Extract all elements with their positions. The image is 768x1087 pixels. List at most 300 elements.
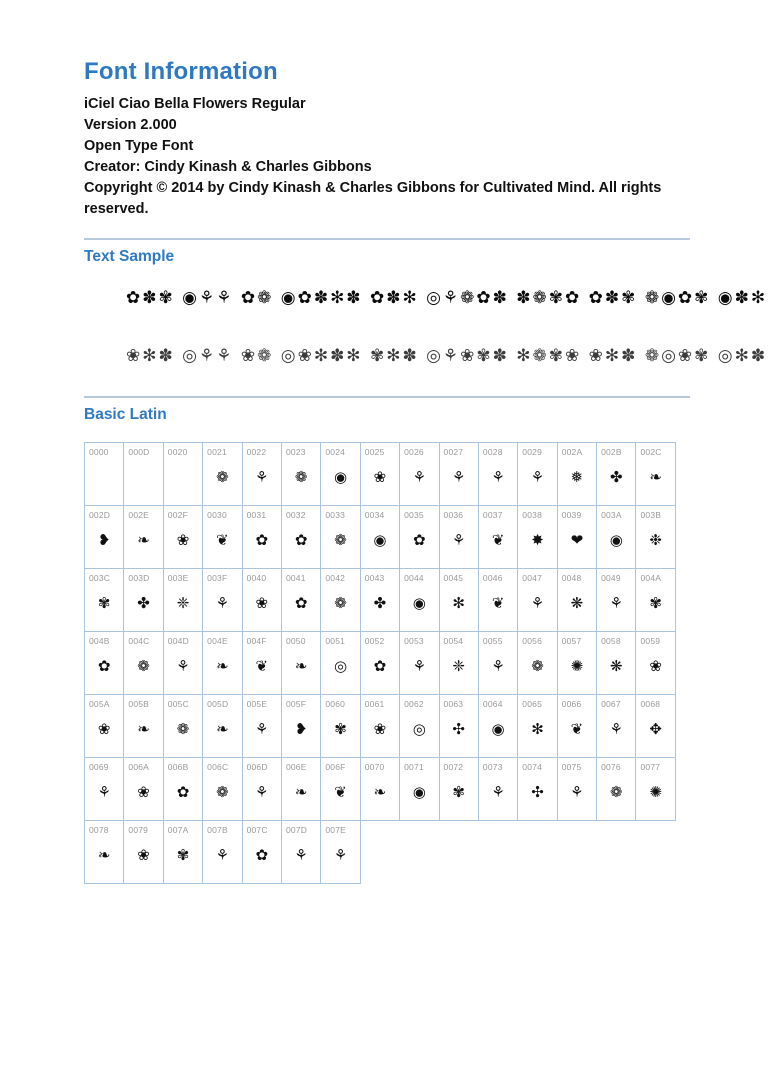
- glyph-code-label: 0064: [482, 699, 503, 709]
- glyph-code-label: 0069: [89, 762, 109, 772]
- flower-glyph: ⚘: [451, 531, 466, 549]
- glyph-code-label: 0078: [89, 825, 109, 835]
- glyph-code-label: 0077: [640, 762, 661, 772]
- flower-glyph: ◉: [373, 531, 387, 549]
- glyph-code-label: 006C: [207, 762, 229, 772]
- glyph-cell-003A: [596, 505, 636, 569]
- glyph-cell-0043: [360, 568, 400, 632]
- glyph-code-label: 0053: [404, 636, 424, 646]
- flower-glyph: ◉: [412, 594, 426, 612]
- flower-glyph: ✿: [413, 531, 426, 549]
- glyph-code-label: 0063: [443, 699, 464, 709]
- flower-glyph: ⚘: [333, 846, 348, 864]
- glyph-code-label: 0060: [325, 699, 346, 709]
- flower-glyph: ⚘: [530, 468, 545, 486]
- flower-glyph: ✾: [649, 594, 662, 612]
- glyph-code-label: 004E: [207, 636, 228, 646]
- glyph-cell-007D: [281, 820, 321, 884]
- glyph-cell-006F: [320, 757, 360, 821]
- flower-glyph: ❧: [97, 846, 111, 864]
- glyph-code-label: 0027: [443, 447, 464, 457]
- flower-glyph: ❁: [294, 468, 308, 486]
- glyph-cell-0050: [281, 631, 321, 695]
- glyph-cell-0000: [84, 442, 124, 506]
- glyph-grid-row: [84, 820, 690, 884]
- glyph-cell-0056: [517, 631, 557, 695]
- glyph-code-label: 0040: [246, 573, 267, 583]
- glyph-code-label: 0068: [640, 699, 661, 709]
- glyph-cell-002B: [596, 442, 636, 506]
- font-metadata: [84, 94, 690, 220]
- glyph-cell-0049: [596, 568, 636, 632]
- flower-glyph: ⚘: [530, 594, 545, 612]
- flower-glyph: ⚘: [412, 468, 427, 486]
- flower-glyph: ❀: [97, 720, 111, 738]
- glyph-cell-0058: [596, 631, 636, 695]
- flower-glyph: ⚘: [491, 657, 505, 675]
- glyph-cell-004B: [84, 631, 124, 695]
- glyph-code-label: 000D: [128, 447, 150, 457]
- flower-glyph: ◉: [491, 720, 505, 738]
- flower-glyph: ❧: [216, 720, 229, 738]
- flower-glyph: ⚘: [570, 783, 584, 801]
- glyph-cell-007A: [163, 820, 203, 884]
- glyph-code-label: 0062: [404, 699, 424, 709]
- glyph-code-label: 0065: [522, 699, 543, 709]
- page-title: Font Information: [84, 58, 278, 85]
- glyph-code-label: 003E: [167, 573, 189, 583]
- flower-glyph: ⚘: [609, 720, 623, 738]
- glyph-code-label: 0072: [443, 762, 464, 772]
- glyph-code-label: 0043: [364, 573, 385, 583]
- glyph-grid-row: [84, 568, 690, 632]
- glyph-cell-0037: [478, 505, 518, 569]
- glyph-code-label: 0054: [443, 636, 464, 646]
- glyph-code-label: 0020: [167, 447, 188, 457]
- flower-glyph: ✿: [97, 657, 111, 675]
- section-heading-basic-latin: Basic Latin: [84, 406, 167, 423]
- flower-glyph: ❀: [373, 468, 387, 486]
- glyph-cell-0069: [84, 757, 124, 821]
- glyph-cell-003D: [123, 568, 163, 632]
- glyph-cell-0020: [163, 442, 203, 506]
- glyph-code-label: 007C: [246, 825, 268, 835]
- flower-glyph: ❁: [609, 783, 623, 801]
- glyph-cell-0078: [84, 820, 124, 884]
- flower-glyph: ⚘: [294, 846, 308, 864]
- glyph-cell-0034: [360, 505, 400, 569]
- glyph-cell-0048: [557, 568, 597, 632]
- glyph-cell-0028: [478, 442, 518, 506]
- flower-glyph: ✻: [452, 594, 465, 612]
- flower-glyph: ❋: [570, 594, 584, 612]
- glyph-code-label: 0047: [522, 573, 543, 583]
- flower-glyph: ❁: [176, 720, 190, 738]
- glyph-cell-0053: [399, 631, 439, 695]
- glyph-code-label: 002A: [561, 447, 583, 457]
- text-sample-line-1: ✿✽✾ ◉⚘⚘ ✿❁ ◉✿✽✻✽ ✿✽✻ ◎⚘❁✿✽ ✽❁✾✿ ✿✽✾ ❁◉✿✾ ◉✽✻: [126, 288, 768, 308]
- flower-glyph: ❁: [216, 468, 229, 486]
- glyph-cell-0073: [478, 757, 518, 821]
- flower-glyph: ◎: [412, 720, 426, 738]
- glyph-cell-002E: [123, 505, 163, 569]
- glyph-cell-005E: [242, 694, 282, 758]
- glyph-code-label: 0042: [325, 573, 346, 583]
- glyph-cell-004F: [242, 631, 282, 695]
- flower-glyph: ❦: [491, 594, 505, 612]
- glyph-code-label: 006B: [167, 762, 189, 772]
- glyph-cell-0045: [439, 568, 479, 632]
- glyph-cell-0030: [202, 505, 242, 569]
- glyph-cell-003F: [202, 568, 242, 632]
- flower-glyph: ❧: [137, 531, 150, 549]
- glyph-code-label: 007B: [207, 825, 228, 835]
- flower-glyph: ❧: [137, 720, 150, 738]
- glyph-code-label: 0041: [285, 573, 306, 583]
- glyph-code-label: 0035: [404, 510, 424, 520]
- flower-glyph: ❁: [137, 657, 150, 675]
- flower-glyph: ✥: [649, 720, 662, 738]
- flower-glyph: ❦: [255, 657, 269, 675]
- flower-glyph: ◎: [333, 657, 348, 675]
- glyph-cell-005D: [202, 694, 242, 758]
- glyph-code-label: 0034: [364, 510, 385, 520]
- glyph-cell-0071: [399, 757, 439, 821]
- glyph-cell-0022: [242, 442, 282, 506]
- glyph-cell-0074: [517, 757, 557, 821]
- flower-glyph: [164, 457, 202, 505]
- glyph-code-label: 0071: [404, 762, 424, 772]
- glyph-cell-000D: [123, 442, 163, 506]
- flower-glyph: ❦: [491, 531, 505, 549]
- glyph-cell-0059: [635, 631, 675, 695]
- glyph-cell-0066: [557, 694, 597, 758]
- glyph-cell-004E: [202, 631, 242, 695]
- glyph-code-label: 0061: [364, 699, 385, 709]
- glyph-cell-0057: [557, 631, 597, 695]
- glyph-cell-0054: [439, 631, 479, 695]
- flower-glyph: ❁: [216, 783, 229, 801]
- glyph-cell-003B: [635, 505, 675, 569]
- flower-glyph: ✿: [294, 594, 308, 612]
- glyph-cell-0033: [320, 505, 360, 569]
- glyph-code-label: 0021: [207, 447, 227, 457]
- font-copyright: Copyright © 2014 by Cindy Kinash & Charles Gibbons for Cultivated Mind. All rights reserved.: [84, 180, 662, 217]
- glyph-cell-0079: [123, 820, 163, 884]
- flower-glyph: ❁: [334, 531, 347, 549]
- glyph-cell-0072: [439, 757, 479, 821]
- flower-glyph: ✿: [255, 531, 269, 549]
- flower-glyph: ✿: [373, 657, 387, 675]
- glyph-grid-row: [84, 694, 690, 758]
- glyph-cell-002A: [557, 442, 597, 506]
- glyph-grid-row: [84, 442, 690, 506]
- glyph-code-label: 005A: [89, 699, 110, 709]
- flower-glyph: ❧: [373, 783, 387, 801]
- glyph-cell-0024: [320, 442, 360, 506]
- glyph-cell-003C: [84, 568, 124, 632]
- glyph-cell-005C: [163, 694, 203, 758]
- flower-glyph: ⚘: [491, 783, 505, 801]
- flower-glyph: ❦: [334, 783, 347, 801]
- flower-glyph: ❋: [609, 657, 623, 675]
- glyph-code-label: 0033: [325, 510, 346, 520]
- glyph-grid-row: [84, 631, 690, 695]
- glyph-code-label: 0074: [522, 762, 543, 772]
- glyph-cell-0061: [360, 694, 400, 758]
- glyph-code-label: 002D: [89, 510, 111, 520]
- glyph-cell-004C: [123, 631, 163, 695]
- glyph-cell-0046: [478, 568, 518, 632]
- glyph-code-label: 0029: [522, 447, 543, 457]
- glyph-code-label: 003A: [601, 510, 622, 520]
- glyph-cell-0070: [360, 757, 400, 821]
- flower-glyph: ❀: [137, 783, 150, 801]
- flower-glyph: ✺: [649, 783, 662, 801]
- glyph-code-label: 0076: [601, 762, 621, 772]
- flower-glyph: ❉: [649, 531, 662, 549]
- font-version: Version 2.000: [84, 117, 177, 133]
- glyph-code-label: 007A: [167, 825, 189, 835]
- font-creator: Creator: Cindy Kinash & Charles Gibbons: [84, 159, 372, 175]
- glyph-code-label: 003C: [89, 573, 111, 583]
- glyph-code-label: 0037: [482, 510, 503, 520]
- flower-glyph: ❈: [176, 594, 190, 612]
- glyph-code-label: 0075: [561, 762, 582, 772]
- glyph-code-label: 0051: [325, 636, 346, 646]
- glyph-cell-0040: [242, 568, 282, 632]
- glyph-cell-0032: [281, 505, 321, 569]
- glyph-cell-007B: [202, 820, 242, 884]
- glyph-code-label: 0055: [482, 636, 503, 646]
- glyph-cell-0038: [517, 505, 557, 569]
- flower-glyph: ⚘: [412, 657, 427, 675]
- flower-glyph: ❀: [649, 657, 662, 675]
- glyph-code-label: 0031: [246, 510, 267, 520]
- glyph-grid-row: [84, 757, 690, 821]
- flower-glyph: ❀: [137, 846, 150, 864]
- glyph-cell-0026: [399, 442, 439, 506]
- glyph-code-label: 002C: [640, 447, 662, 457]
- flower-glyph: ✾: [176, 846, 190, 864]
- flower-glyph: ❀: [373, 720, 387, 738]
- glyph-code-label: 0056: [522, 636, 543, 646]
- glyph-cell-0044: [399, 568, 439, 632]
- glyph-code-label: 0066: [561, 699, 582, 709]
- glyph-code-label: 006F: [325, 762, 346, 772]
- glyph-cell-004A: [635, 568, 675, 632]
- glyph-cell-0027: [439, 442, 479, 506]
- glyph-code-label: 004F: [246, 636, 267, 646]
- glyph-code-label: 0024: [325, 447, 346, 457]
- font-name: iCiel Ciao Bella Flowers Regular: [84, 96, 306, 112]
- glyph-cell-0068: [635, 694, 675, 758]
- glyph-cell-0039: [557, 505, 597, 569]
- flower-glyph: ❧: [294, 657, 308, 675]
- flower-glyph: ✿: [294, 531, 308, 549]
- glyph-code-label: 0000: [89, 447, 109, 457]
- glyph-code-label: 0045: [443, 573, 464, 583]
- flower-glyph: ⚘: [451, 468, 466, 486]
- glyph-code-label: 0038: [522, 510, 543, 520]
- glyph-cell-0055: [478, 631, 518, 695]
- glyph-code-label: 007D: [285, 825, 308, 835]
- glyph-code-label: 005B: [128, 699, 150, 709]
- glyph-code-label: 0023: [285, 447, 306, 457]
- glyph-code-label: 0052: [364, 636, 385, 646]
- flower-glyph: ✺: [570, 657, 584, 675]
- glyph-cell-0076: [596, 757, 636, 821]
- glyph-code-label: 0026: [404, 447, 424, 457]
- flower-glyph: ❈: [452, 657, 465, 675]
- glyph-code-label: 006A: [128, 762, 150, 772]
- glyph-cell-0067: [596, 694, 636, 758]
- glyph-code-label: 0025: [364, 447, 385, 457]
- glyph-code-label: 002E: [128, 510, 150, 520]
- glyph-code-label: 0073: [482, 762, 503, 772]
- flower-glyph: ◉: [412, 783, 426, 801]
- flower-glyph: ❥: [294, 720, 308, 738]
- glyph-code-label: 0058: [601, 636, 621, 646]
- glyph-cell-0077: [635, 757, 675, 821]
- flower-glyph: ⚘: [215, 846, 230, 864]
- glyph-code-label: 003B: [640, 510, 662, 520]
- flower-glyph: ✤: [137, 594, 150, 612]
- flower-glyph: ⚘: [609, 594, 623, 612]
- glyph-cell-006B: [163, 757, 203, 821]
- glyph-code-label: 007E: [325, 825, 346, 835]
- flower-glyph: ⚘: [491, 468, 505, 486]
- glyph-code-label: 004D: [167, 636, 189, 646]
- glyph-code-label: 005C: [167, 699, 189, 709]
- glyph-code-label: 002F: [167, 510, 188, 520]
- flower-glyph: ❀: [255, 594, 269, 612]
- flower-glyph: ⚘: [255, 783, 269, 801]
- flower-glyph: ✾: [334, 720, 347, 738]
- flower-glyph: ❧: [216, 657, 229, 675]
- glyph-cell-0063: [439, 694, 479, 758]
- flower-glyph: ◉: [609, 531, 623, 549]
- glyph-cell-0062: [399, 694, 439, 758]
- section-heading-text-sample: Text Sample: [84, 248, 175, 265]
- section-divider: [84, 396, 690, 398]
- glyph-code-label: 0028: [482, 447, 503, 457]
- flower-glyph: ⚘: [255, 468, 269, 486]
- flower-glyph: ⚘: [97, 783, 111, 801]
- glyph-code-label: 0057: [561, 636, 582, 646]
- glyph-cell-0065: [517, 694, 557, 758]
- flower-glyph: ❁: [531, 657, 544, 675]
- glyph-cell-0029: [517, 442, 557, 506]
- glyph-code-label: 004A: [640, 573, 662, 583]
- flower-glyph: ✸: [531, 531, 544, 549]
- glyph-code-label: 0067: [601, 699, 621, 709]
- glyph-code-label: 0046: [482, 573, 503, 583]
- glyph-cell-007C: [242, 820, 282, 884]
- glyph-cell-0060: [320, 694, 360, 758]
- glyph-code-label: 003D: [128, 573, 150, 583]
- flower-glyph: ❁: [334, 594, 347, 612]
- glyph-cell-005F: [281, 694, 321, 758]
- glyph-cell-0021: [202, 442, 242, 506]
- flower-glyph: [124, 457, 162, 505]
- flower-glyph: ❀: [176, 531, 190, 549]
- glyph-cell-0025: [360, 442, 400, 506]
- glyph-code-label: 0044: [404, 573, 424, 583]
- flower-glyph: ✣: [452, 720, 465, 738]
- glyph-code-label: 0048: [561, 573, 582, 583]
- flower-glyph: ❦: [570, 720, 584, 738]
- glyph-cell-006D: [242, 757, 282, 821]
- glyph-code-label: 0050: [285, 636, 306, 646]
- glyph-cell-007E: [320, 820, 360, 884]
- glyph-code-label: 005D: [207, 699, 229, 709]
- glyph-code-label: 004B: [89, 636, 110, 646]
- glyph-code-label: 0049: [601, 573, 621, 583]
- glyph-code-label: 005F: [285, 699, 307, 709]
- glyph-grid: [84, 442, 690, 884]
- glyph-cell-002F: [163, 505, 203, 569]
- flower-glyph: ✾: [452, 783, 465, 801]
- glyph-code-label: 0022: [246, 447, 267, 457]
- glyph-code-label: 0079: [128, 825, 149, 835]
- glyph-code-label: 0036: [443, 510, 464, 520]
- flower-glyph: ✿: [255, 846, 269, 864]
- glyph-cell-006A: [123, 757, 163, 821]
- flower-glyph: ✣: [531, 783, 544, 801]
- glyph-cell-004D: [163, 631, 203, 695]
- document-page: [84, 58, 768, 884]
- flower-glyph: ✿: [176, 783, 190, 801]
- glyph-cell-002C: [635, 442, 675, 506]
- flower-glyph: ❦: [216, 531, 229, 549]
- glyph-cell-0023: [281, 442, 321, 506]
- glyph-cell-0075: [557, 757, 597, 821]
- glyph-cell-0051: [320, 631, 360, 695]
- glyph-cell-0041: [281, 568, 321, 632]
- flower-glyph: [85, 457, 123, 505]
- glyph-code-label: 0032: [285, 510, 306, 520]
- glyph-code-label: 006D: [246, 762, 268, 772]
- glyph-cell-0042: [320, 568, 360, 632]
- flower-glyph: ❧: [649, 468, 662, 486]
- flower-glyph: ⚘: [215, 594, 230, 612]
- flower-glyph: ⚘: [176, 657, 190, 675]
- glyph-cell-006E: [281, 757, 321, 821]
- glyph-cell-0036: [439, 505, 479, 569]
- glyph-code-label: 0039: [561, 510, 582, 520]
- glyph-cell-0064: [478, 694, 518, 758]
- flower-glyph: ✤: [373, 594, 387, 612]
- flower-glyph: ✻: [531, 720, 544, 738]
- glyph-code-label: 006E: [285, 762, 307, 772]
- glyph-cell-003E: [163, 568, 203, 632]
- flower-glyph: ⚘: [255, 720, 269, 738]
- flower-glyph: ✤: [609, 468, 623, 486]
- section-divider: [84, 238, 690, 240]
- glyph-grid-row: [84, 505, 690, 569]
- glyph-code-label: 0070: [364, 762, 385, 772]
- glyph-cell-0031: [242, 505, 282, 569]
- glyph-cell-0035: [399, 505, 439, 569]
- text-sample-line-2: ❀✻✽ ◎⚘⚘ ❀❁ ◎❀✻✽✻ ✾✻✽ ◎⚘❀✾✽ ✻❁✾❀ ❀✻✽ ❁◎❀✾ ◎✻✽: [126, 346, 768, 366]
- flower-glyph: ❥: [97, 531, 111, 549]
- glyph-code-label: 0030: [207, 510, 227, 520]
- glyph-cell-005B: [123, 694, 163, 758]
- glyph-cell-0052: [360, 631, 400, 695]
- text-sample-block: [84, 288, 768, 366]
- glyph-code-label: 005E: [246, 699, 268, 709]
